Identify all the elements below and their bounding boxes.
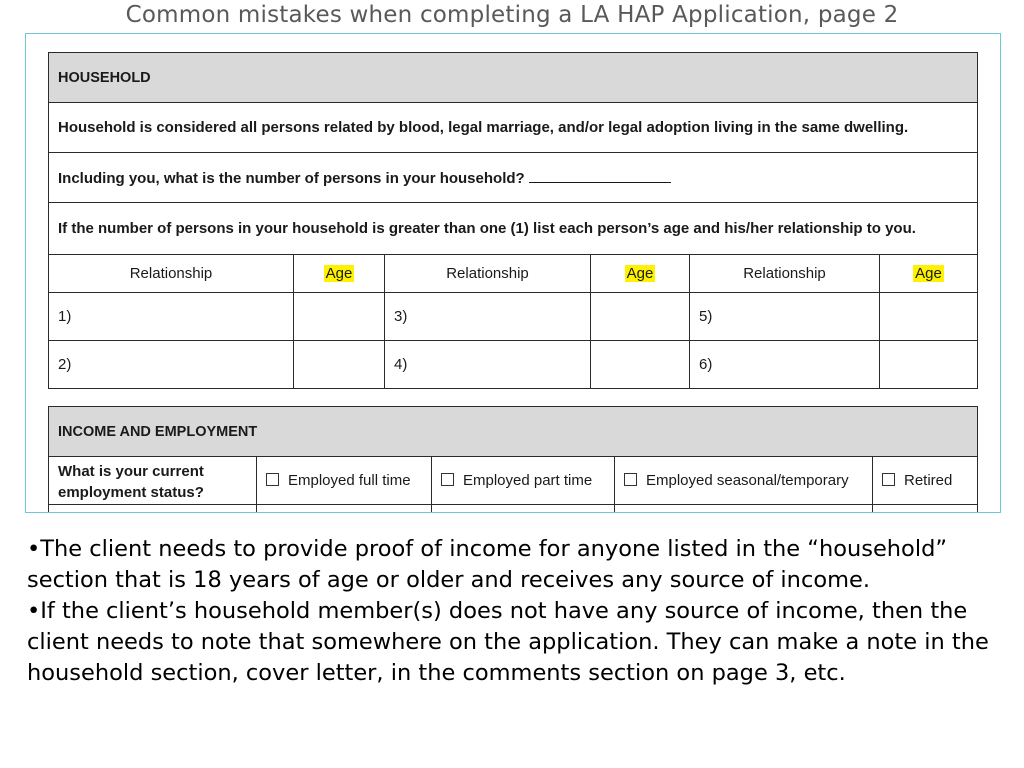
relationship-cell[interactable]: 2) [49, 341, 294, 389]
household-count-label: Including you, what is the number of persons in your household? [58, 170, 525, 187]
option-label: Employed full time [288, 472, 411, 489]
household-count-blank[interactable] [529, 168, 671, 183]
age-cell[interactable] [591, 341, 690, 389]
income-header: INCOME AND EMPLOYMENT [49, 407, 978, 457]
option-retired[interactable] [873, 457, 978, 505]
household-definition: Household is considered all persons related by blood, legal marriage, and/or legal adoption living in the same dwelling. [49, 103, 978, 153]
option-label: Employed seasonal/temporary [646, 472, 849, 489]
col-relationship-1: Relationship [49, 255, 294, 293]
income-section [48, 406, 978, 513]
table-row [49, 341, 978, 389]
option-seasonal[interactable] [615, 457, 873, 505]
col-relationship-3: Relationship [690, 255, 880, 293]
notes-list [27, 534, 1002, 689]
note-proof-of-income: •The client needs to provide proof of income for anyone listed in the “household” section that is 18 years of age or older and receives any source of income. [27, 536, 948, 593]
age-label-highlight: Age [626, 265, 654, 282]
option-full-time[interactable] [257, 457, 432, 505]
checkbox-icon[interactable] [266, 473, 279, 486]
form-screenshot [25, 33, 1001, 513]
household-count-question [49, 153, 978, 203]
col-age-2 [591, 255, 690, 293]
relationship-cell[interactable]: 3) [385, 293, 591, 341]
table-row [49, 293, 978, 341]
option-label: Retired [904, 472, 953, 489]
age-cell[interactable] [591, 293, 690, 341]
age-label-highlight: Age [915, 265, 942, 282]
slide-title: Common mistakes when completing a LA HAP Application, page 2 [125, 2, 899, 28]
checkbox-icon[interactable] [624, 473, 637, 486]
household-section [48, 52, 978, 389]
note-no-income: •If the client’s household member(s) does not have any source of income, then the client needs to note that somewhere on the application. They can make a note in the household section, cover letter, in the comments section on page 3, etc. [27, 598, 989, 686]
relationship-cell[interactable]: 4) [385, 341, 591, 389]
checkbox-icon[interactable] [441, 473, 454, 486]
household-list-question: If the number of persons in your household is greater than one (1) list each person’s age and his/her relationship to you. [49, 203, 978, 255]
col-age-3 [880, 255, 978, 293]
age-label-highlight: Age [325, 265, 353, 282]
relationship-cell[interactable]: 1) [49, 293, 294, 341]
household-header: HOUSEHOLD [49, 53, 978, 103]
age-cell[interactable] [880, 293, 978, 341]
age-cell[interactable] [880, 341, 978, 389]
age-cell[interactable] [294, 293, 385, 341]
col-age-1 [294, 255, 385, 293]
relationship-cell[interactable]: 6) [690, 341, 880, 389]
relationship-cell[interactable]: 5) [690, 293, 880, 341]
checkbox-icon[interactable] [882, 473, 895, 486]
option-label: Employed part time [463, 472, 593, 489]
age-cell[interactable] [294, 341, 385, 389]
option-part-time[interactable] [432, 457, 615, 505]
income-table [48, 406, 978, 513]
household-table [48, 52, 978, 389]
col-relationship-2: Relationship [385, 255, 591, 293]
employment-status-question: What is your current employment status? [49, 457, 257, 505]
